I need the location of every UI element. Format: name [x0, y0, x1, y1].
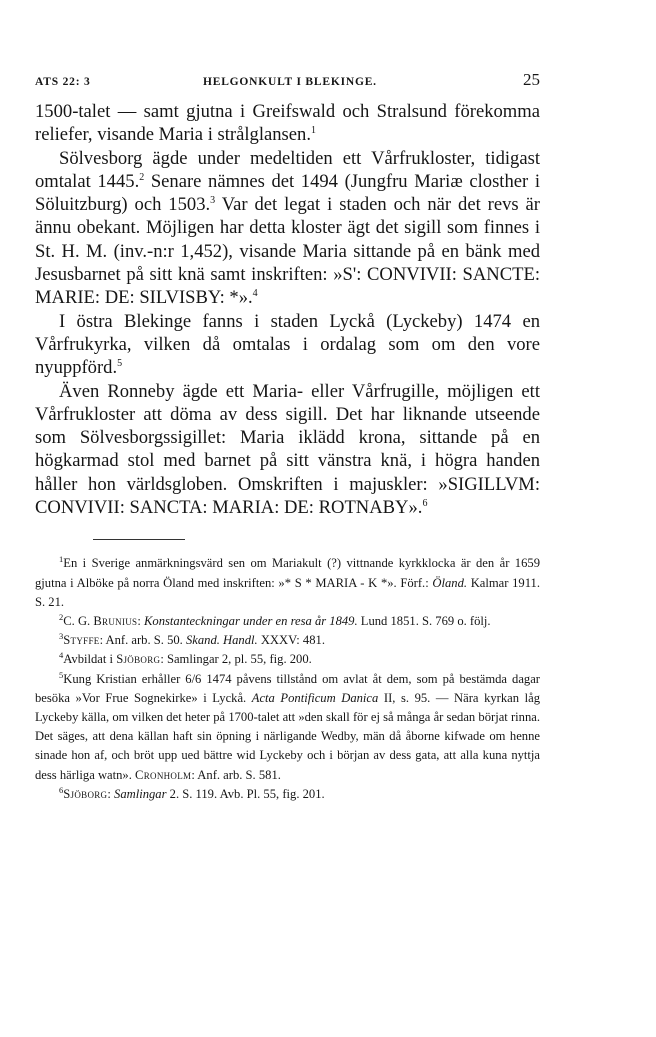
paragraph-3: I östra Blekinge fanns i staden Lyckå (Lyckeby) 1474 en Vårfrukyrka, vilken då omtalas i ordalag som om den vore nyuppförd.$^5$ — [35, 310, 540, 379]
footnote-1: $^1$En i Sverige anmärkningsvärd sen om Mariakult (?) vittnande kyrkklocka är den år 1659 gjutna i Alböke på norra Öland med inskriften: »* S * MARIA - K *». Förf.: Öland. Kalmar 1911. S. 21. — [35, 554, 540, 609]
footnote-ref-2[interactable]: 2 — [139, 171, 145, 183]
footnote-2: $^2$C. G. Brunius: Konstanteckningar under en resa år 1849. Lund 1851. S. 769 o. följ. — [59, 611, 491, 628]
footnote-ref-6[interactable]: 6 — [422, 498, 428, 510]
paragraph-2: Sölvesborg ägde under medeltiden ett Vårfrukloster, tidigast omtalat 1445.$^2$ Senare nämnes det 1494 (Jungfru Mariæ closther i Söluitzburg) och 1503.$^3$ Var det legat i staden och när det revs är ännu obekant. Möjligen har detta kloster ägt det sigill som finnes i St. H. M. (inv.-n:r 1,452), visande Maria sittande på en bänk med Jesusbarnet på sitt knä samt inskriften: »S': CONVIVII: SANCTE: MARIE: DE: SILVISBY: *».$^4$ — [35, 147, 541, 309]
paragraph-1: 1500-talet — samt gjutna i Greifswald och Stralsund förekomma reliefer, visande Maria i strålglansen.$^1$ — [35, 101, 540, 146]
footnote-divider — [93, 539, 185, 540]
footnote-5: $^5$Kung Kristian erhåller 6/6 1474 påvens tillstånd om avlat åt dem, som på bestämda dagar besöka »Vor Frue Sognekirke» i Lyckå. Acta Pontificum Danica II, s. 95. — Nära kyrkan låg Lyckeby källa, om vilken det heter på 1700-talet att »den skall för ej så många år sedan börjat rinna. Det säges, att dena källan haft sin öpning i närligande Wedby, män då åborne kifwade om henne sinade hon af, och bröt upp ued bättre wid Lyckeby och i början av dess gata, att alla kuna nyttja dess härliga watn». Cronholm: Anf. arb. S. 581. — [35, 669, 540, 782]
page — [35, 70, 540, 804]
main-text — [35, 100, 540, 519]
journal-reference: ATS 22: 3 — [35, 76, 91, 88]
page-number: 25 — [523, 70, 540, 89]
footnote-ref-3[interactable]: 3 — [210, 195, 216, 207]
footnote-4: $^4$Avbildat i Sjöborg: Samlingar 2, pl. 55, fig. 200. — [59, 650, 312, 667]
footnote-6: $^6$Sjöborg: Samlingar 2. S. 119. Avb. Pl. 55, fig. 201. — [59, 784, 325, 801]
paragraph-4: Även Ronneby ägde ett Maria- eller Vårfrugille, möjligen ett Vårfrukloster att döma av dess sigill. Det har liknande utseende som Sölvesborgssigillet: Maria iklädd krona, sittande på en högkarmad stol med barnet på sitt vänstra knä, i högra handen håller hon världsgloben. Omskriften i majuskler: »SIGILLVM: CONVIVII: SANCTA: MARIA: DE: ROTNABY».$^6$ — [35, 380, 540, 519]
running-title: HELGONKULT I BLEKINGE. — [203, 76, 377, 88]
footnote-3: $^3$Styffe: Anf. arb. S. 50. Skand. Handl. XXXV: 481. — [59, 631, 325, 648]
footnote-ref-4[interactable]: 4 — [252, 288, 258, 300]
footnotes — [35, 554, 540, 804]
running-header — [35, 70, 540, 92]
footnote-ref-5[interactable]: 5 — [117, 358, 123, 370]
footnote-ref-1[interactable]: 1 — [310, 125, 316, 137]
